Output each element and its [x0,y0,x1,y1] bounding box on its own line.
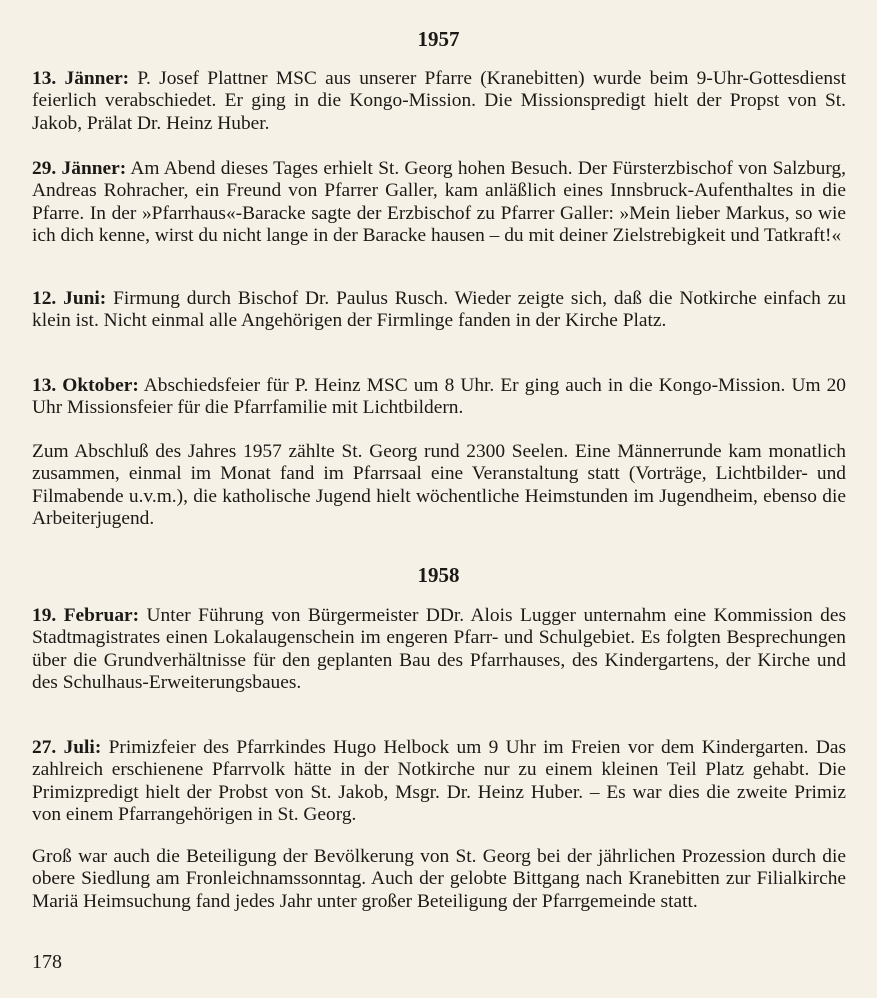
entry-text: Groß war auch die Beteiligung der Bevölkerung von St. Georg bei der jährlichen Prozession durch die obere Siedlung am Fronleichnamssonntag. Auch der gelobte Bittgang nach Kranebitten zur Filialkirche Mariä Heimsuchung fand jedes Jahr unter großer Beteiligung der Pfarrgemeinde statt. [32,846,846,912]
entry-text: Firmung durch Bischof Dr. Paulus Rusch. Wieder zeigte sich, daß die Notkirche einfach zu klein ist. Nicht einmal alle Angehörigen der Firmlinge fanden in der Kirche Platz. [32,288,846,332]
chronicle-entry [32,375,846,420]
entry-date: 27. Juli: [32,737,102,758]
entry-text: P. Josef Plattner MSC aus unserer Pfarre (Kranebitten) wurde beim 9-Uhr-Gottesdienst feierlich verabschiedet. Er ging in die Kongo-Mission. Die Missionspredigt hielt der Propst von St. Jakob, Prälat Dr. Heinz Huber. [32,68,846,134]
chronicle-entry [32,68,846,135]
entry-text: Unter Führung von Bürgermeister DDr. Alois Lugger unternahm eine Kommission des Stadtmagistrates einen Lokalaugenschein im engeren Pfarr- und Schulgebiet. Es folgten Besprechungen über die Grundverhältnisse für den geplanten Bau des Pfarrhauses, des Kindergartens, der Kirche und des Schulhaus-Erweiterungsbaues. [32,605,846,693]
entry-text: Am Abend dieses Tages erhielt St. Georg hohen Besuch. Der Fürsterzbischof von Salzburg, Andreas Rohracher, ein Freund von Pfarrer Galler, kam anläßlich eines Innsbruck-Aufenthaltes in die Pfarre. In der »Pfarrhaus«-Baracke sagte der Erzbischof zu Pfarrer Galler: »Mein lieber Markus, so wie ich dich kenne, wirst du nicht lange in der Baracke hausen – du mit deiner Zielstrebigkeit und Tatkraft!« [32,158,846,246]
entry-date: 19. Februar: [32,605,140,626]
year-summary-paragraph [32,441,846,530]
year-heading: 1958 [417,563,460,587]
entry-date: 12. Juni: [32,288,107,309]
chronicle-entry [32,737,846,826]
year-heading: 1957 [417,27,460,51]
entry-date: 13. Jänner: [32,68,130,89]
chronicle-entry [32,288,846,333]
entry-date: 29. Jänner: [32,158,127,179]
page-number: 178 [32,951,62,973]
entry-text: Zum Abschluß des Jahres 1957 zählte St. Georg rund 2300 Seelen. Eine Männerrunde kam monatlich zusammen, einmal im Monat fand im Pfarrsaal eine Veranstaltung statt (Vorträge, Lichtbilder- und Filmabende u.v.m.), die katholische Jugend hielt wöchentliche Heimstunden im Jugendheim, ebenso die Arbeiterjugend. [32,441,846,529]
chronicle-entry [32,605,846,694]
entry-text: Abschiedsfeier für P. Heinz MSC um 8 Uhr. Er ging auch in die Kongo-Mission. Um 20 Uhr Missionsfeier für die Pfarrfamilie mit Lichtbildern. [32,375,846,419]
entry-date: 13. Oktober: [32,375,139,396]
entry-text: Primizfeier des Pfarrkindes Hugo Helbock um 9 Uhr im Freien vor dem Kindergarten. Das zahlreich erschienene Pfarrvolk hätte in der Notkirche nur zu einem kleinen Teil Platz gehabt. Die Primizpredigt hielt der Probst von St. Jakob, Msgr. Dr. Heinz Huber. – Es war dies die zweite Primiz von einem Pfarrangehörigen in St. Georg. [32,737,846,825]
closing-paragraph [32,846,846,913]
chronicle-entry [32,158,846,247]
